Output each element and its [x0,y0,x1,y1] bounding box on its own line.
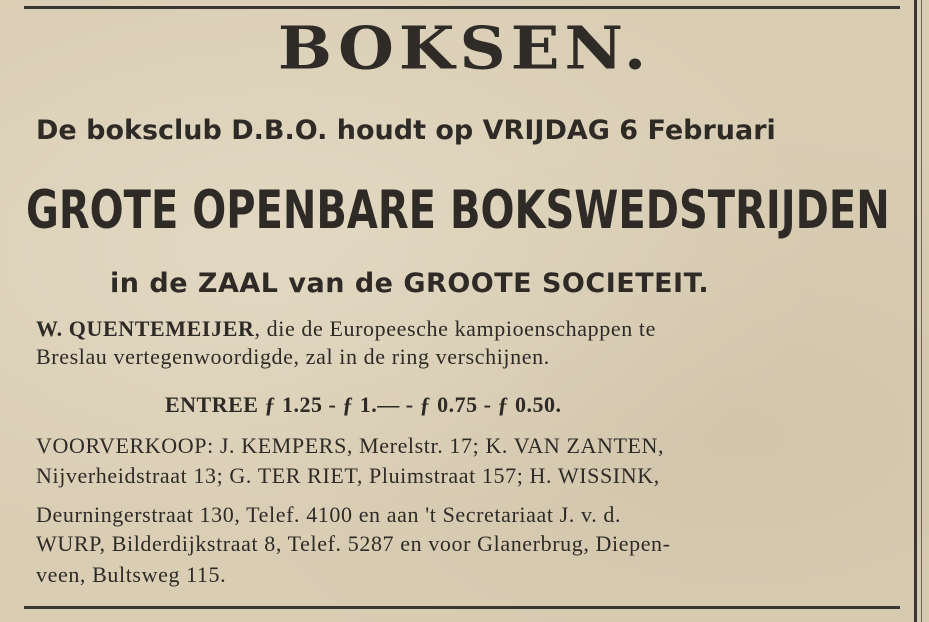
ad-subline-title: GROTE OPENBARE BOKSWEDSTRIJDEN [26,180,890,241]
boxer-name: W. QUENTEMEIJER [36,316,255,341]
presale-line3: Deurningerstraat 130, Telef. 4100 en aan 't Secretariaat J. v. d. [36,502,622,527]
presale-line5: veen, Bultsweg 115. [36,562,227,587]
paragraph-boxer-line1 [36,316,656,342]
entree-prices: ENTREE ƒ 1.25 - ƒ 1.— - ƒ 0.75 - ƒ 0.50. [165,392,562,417]
presale-line1: VOORVERKOOP: J. KEMPERS, Merelstr. 17; K. VAN ZANTEN, [36,433,665,458]
right-border-thin-rule [921,0,922,622]
top-border-rule [24,6,900,9]
bottom-border-rule [24,606,900,609]
right-border-rule [914,0,917,622]
paragraph-boxer-line1-rest: , die de Europeesche kampioenschappen te [254,316,656,341]
presale-line4: WURP, Bilderdijkstraat 8, Telef. 5287 en voor Glanerbrug, Diepen- [36,531,671,556]
ad-subline-event: De boksclub D.B.O. houdt op VRIJDAG 6 Februari [36,115,776,146]
ad-headline: BOKSEN. [277,14,652,83]
ad-subline-venue: in de ZAAL van de GROOTE SOCIETEIT. [110,268,710,299]
paragraph-boxer-line2: Breslau vertegenwoordigde, zal in de ring verschijnen. [36,344,550,369]
presale-line2: Nijverheidstraat 13; G. TER RIET, Pluimstraat 157; H. WISSINK, [36,463,660,488]
